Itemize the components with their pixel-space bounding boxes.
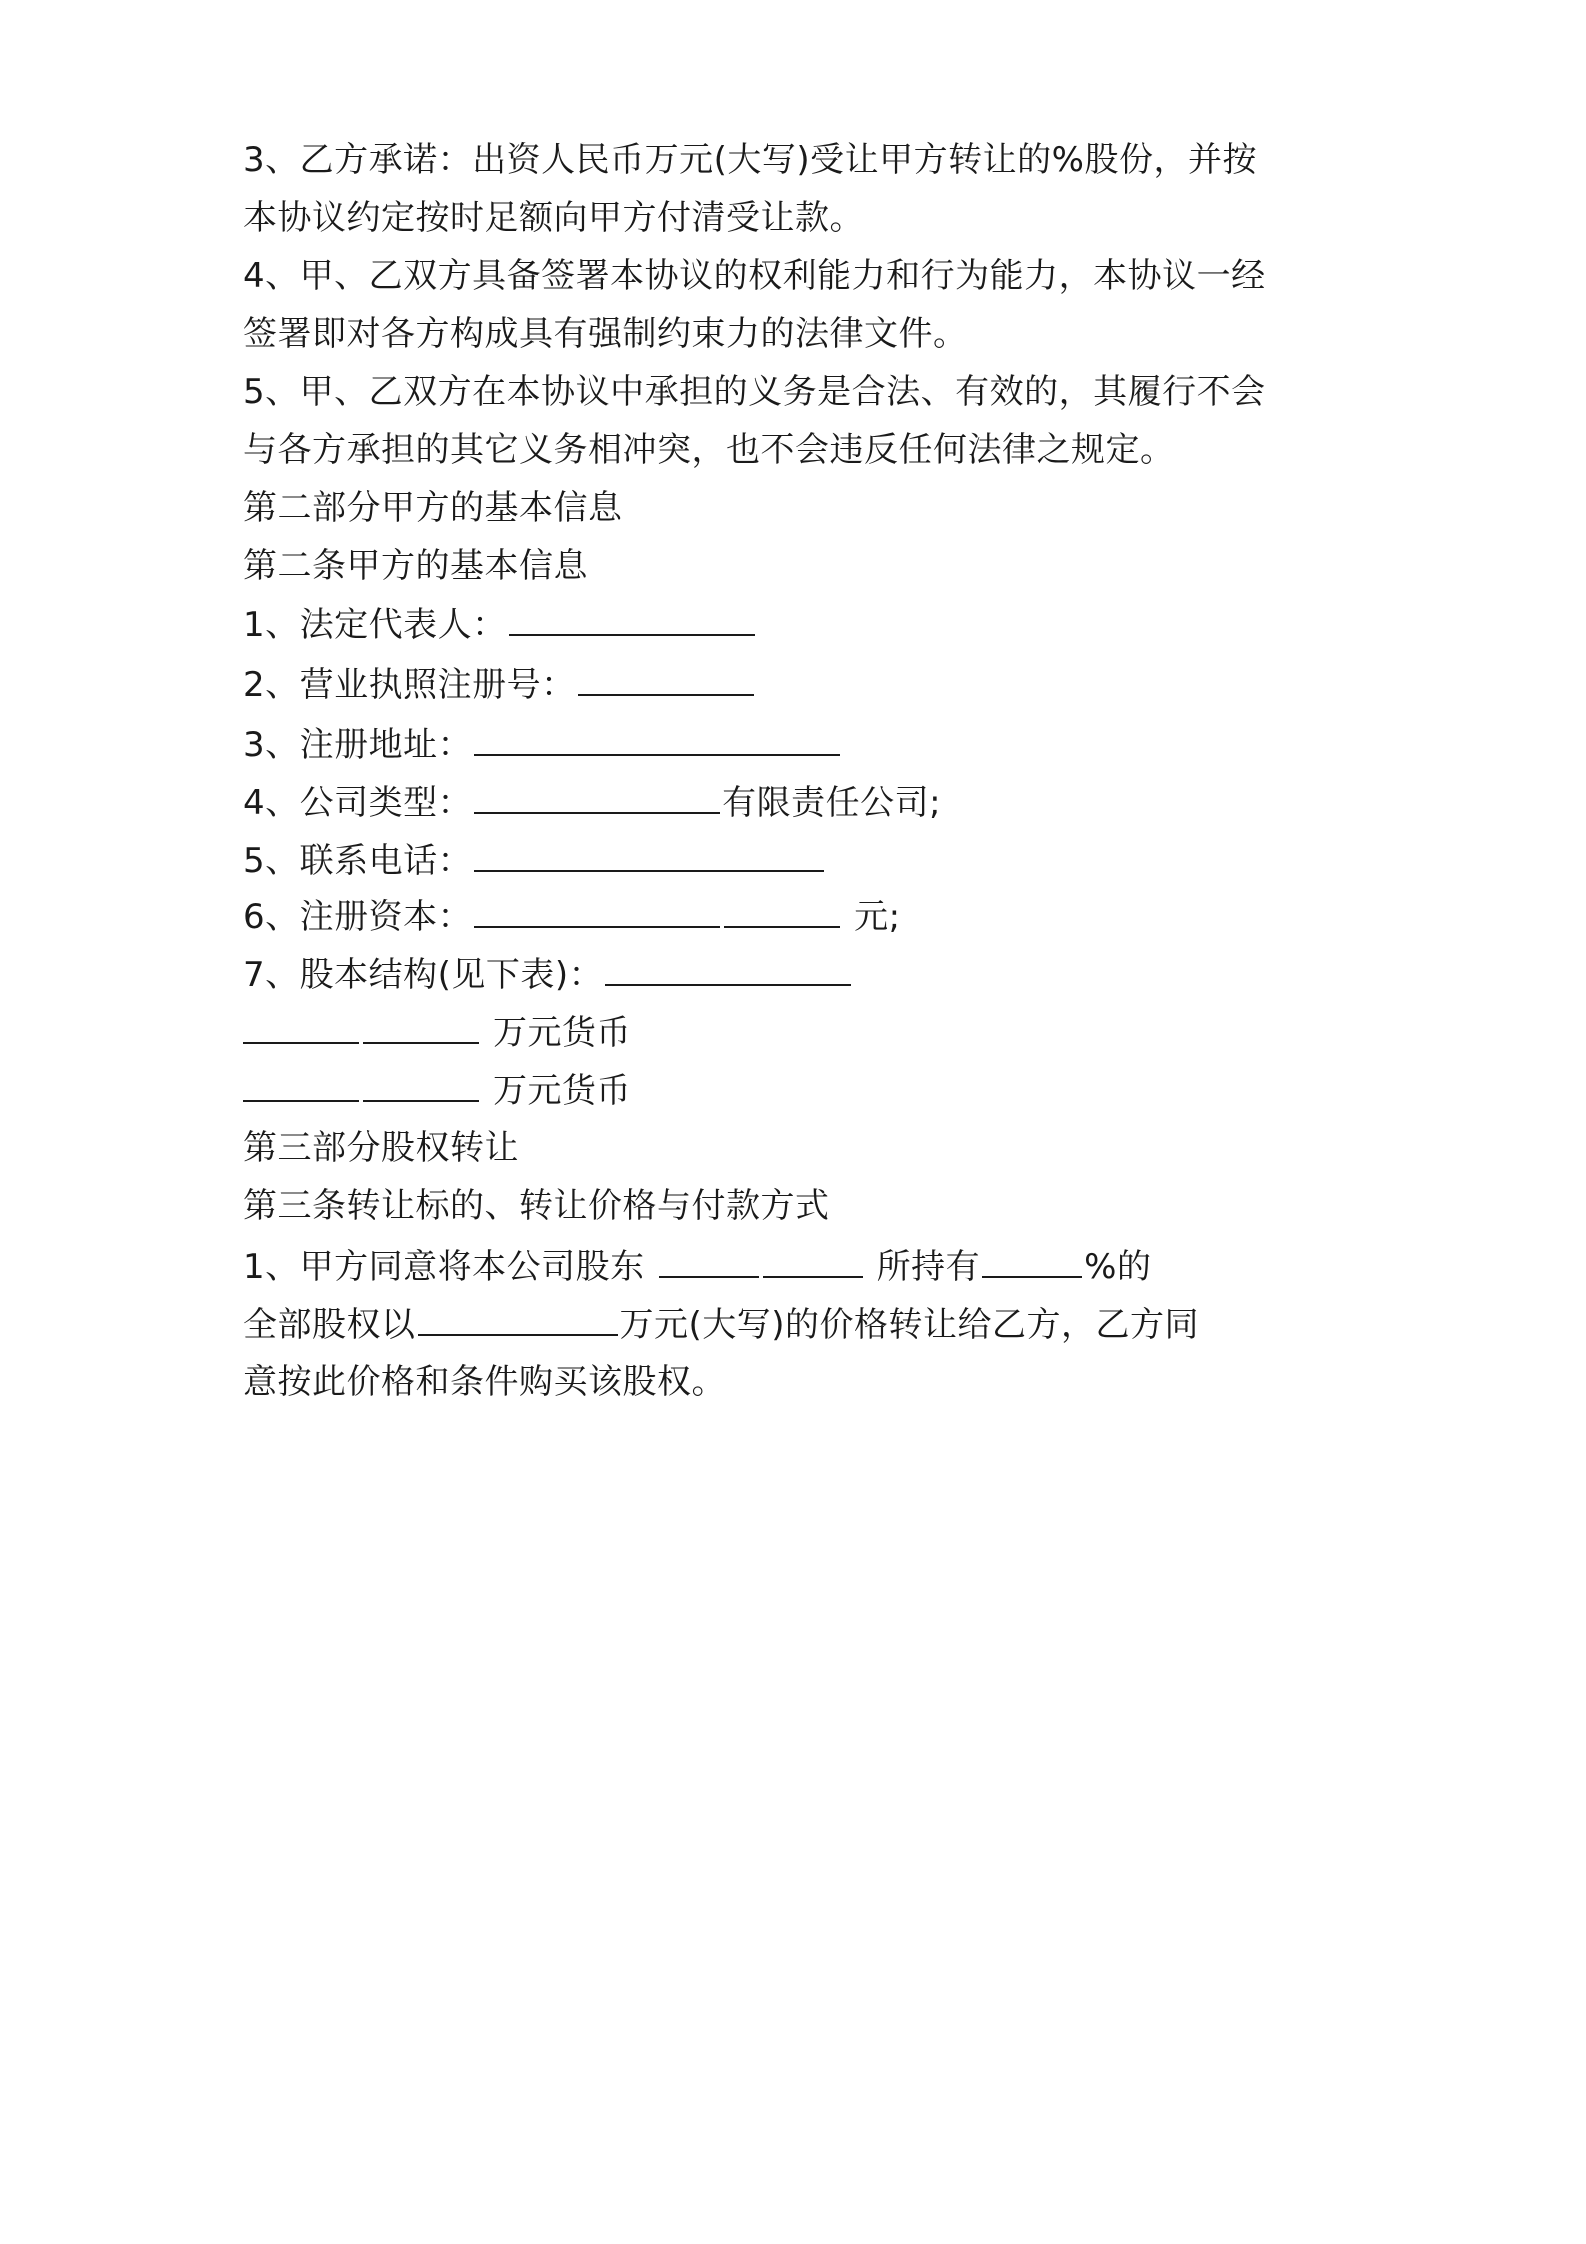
field-license-number [243,664,1363,705]
fill-blank [243,1070,359,1102]
clause-3-line-1: 3、乙方承诺：出资人民币万元(大写)受让甲方转让的%股份，并按 [243,140,1257,180]
field-legal-representative [243,604,1363,645]
clause-4-line-2: 签署即对各方构成具有强制约束力的法律文件。 [243,314,968,354]
structure-row-2 [243,1070,1363,1111]
field-label: 1、法定代表人： [243,605,507,645]
row-suffix: 万元货币 [493,1013,631,1053]
fill-blank [659,1246,759,1278]
fill-blank [724,896,840,928]
fill-blank [605,954,851,986]
fill-blank [418,1304,618,1336]
field-phone [243,840,1363,881]
field-label: 7、股本结构(见下表)： [243,955,604,995]
fill-blank [982,1246,1082,1278]
row-suffix: 万元货币 [493,1071,631,1111]
field-share-structure [243,954,1363,995]
field-suffix: 元; [854,897,901,937]
part-3-title: 第三部分股权转让 [243,1128,519,1168]
fill-blank [474,724,840,756]
part-2-title: 第二部分甲方的基本信息 [243,488,623,528]
fill-blank [509,604,755,636]
clause-5-line-2: 与各方承担的其它义务相冲突，也不会违反任何法律之规定。 [243,430,1175,470]
field-company-type [243,782,1363,823]
field-label: 3、注册地址： [243,725,473,765]
text-segment: %的 [1084,1247,1152,1287]
article-3-line-3: 意按此价格和条件购买该股权。 [243,1362,726,1402]
clause-4-line-1: 4、甲、乙双方具备签署本协议的权利能力和行为能力，本协议一经 [243,256,1266,296]
fill-blank [243,1012,359,1044]
field-label: 6、注册资本： [243,897,473,937]
clause-5-line-1: 5、甲、乙双方在本协议中承担的义务是合法、有效的，其履行不会 [243,372,1266,412]
fill-blank [363,1070,479,1102]
field-suffix: 有限责任公司; [722,783,942,823]
field-registered-capital [243,896,1363,937]
structure-row-1 [243,1012,1363,1053]
text-segment: 全部股权以 [243,1305,416,1345]
fill-blank [474,840,824,872]
field-label: 4、公司类型： [243,783,473,823]
article-3-title: 第三条转让标的、转让价格与付款方式 [243,1186,830,1226]
fill-blank [578,664,754,696]
field-label: 2、营业执照注册号： [243,665,576,705]
field-registered-address [243,724,1363,765]
text-segment: 所持有 [876,1247,981,1287]
field-label: 5、联系电话： [243,841,473,881]
article-3-line-2 [243,1304,1363,1345]
fill-blank [763,1246,863,1278]
article-3-line-1 [243,1246,1363,1287]
fill-blank [363,1012,479,1044]
clause-3-line-2: 本协议约定按时足额向甲方付清受让款。 [243,198,864,238]
article-2-title: 第二条甲方的基本信息 [243,546,588,586]
fill-blank [474,782,720,814]
fill-blank [474,896,720,928]
text-segment: 万元(大写)的价格转让给乙方，乙方同 [619,1305,1200,1345]
text-segment: 1、甲方同意将本公司股东 [243,1247,645,1287]
